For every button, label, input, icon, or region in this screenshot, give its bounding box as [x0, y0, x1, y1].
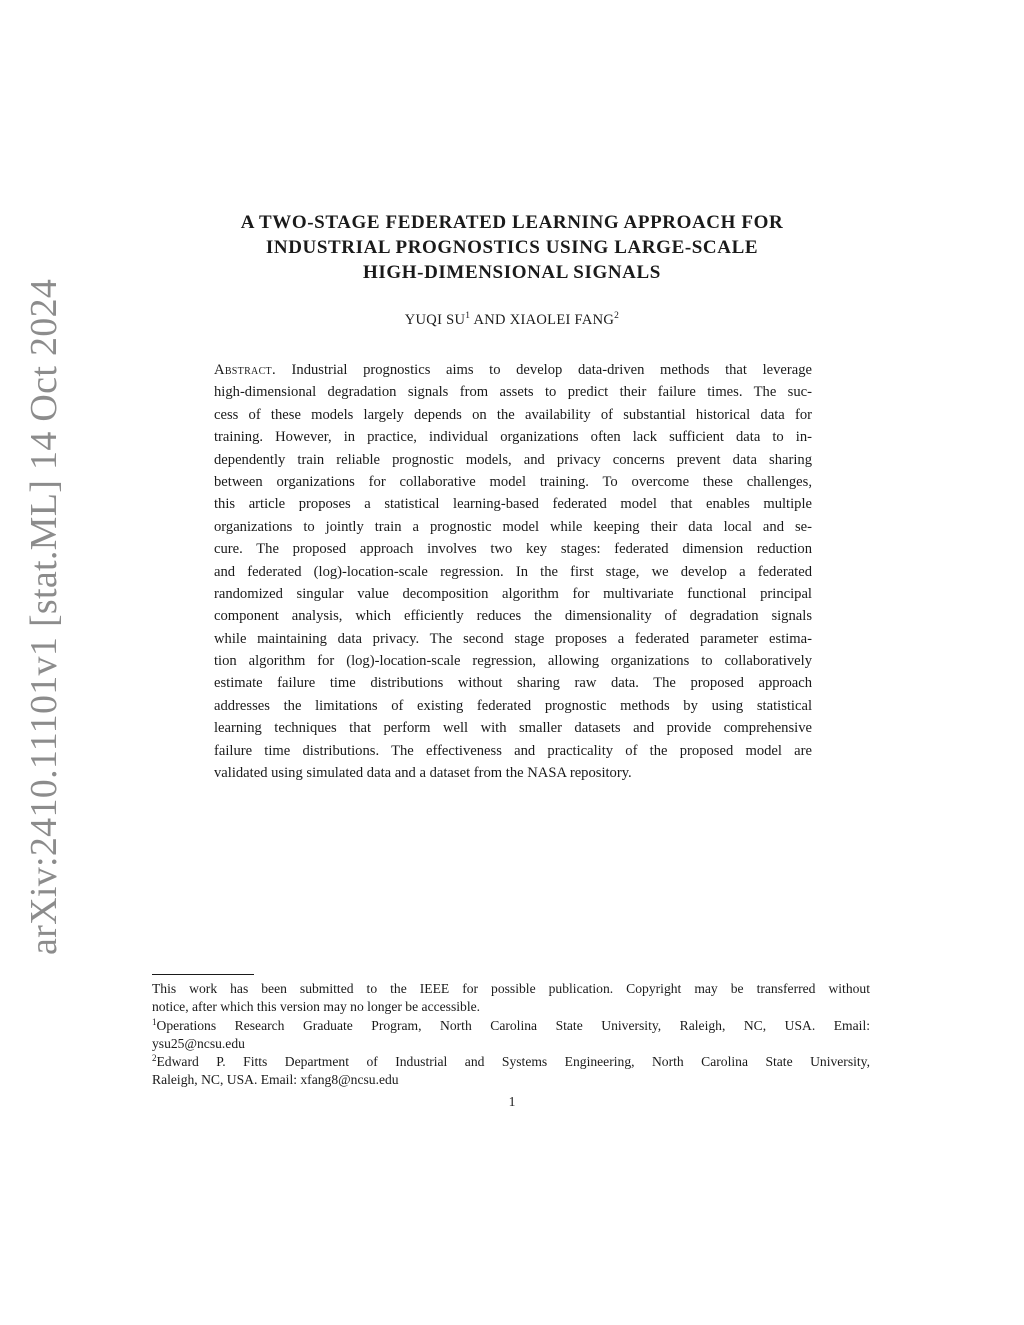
- affiliation-mark: 1: [465, 311, 471, 321]
- footnote-line: This work has been submitted to the IEEE for possible publication. Copyright may be transferred without: [152, 981, 870, 996]
- page-number: 1: [508, 1094, 516, 1109]
- title-line: HIGH-DIMENSIONAL SIGNALS: [363, 262, 661, 283]
- abstract-line: while maintaining data privacy. The second stage proposes a federated parameter estima-: [214, 630, 812, 647]
- abstract-line: cure. The proposed approach involves two key stages: federated dimension reduction: [214, 541, 812, 558]
- footnote-rule: [152, 974, 254, 975]
- abstract-line: this article proposes a statistical learning-based federated model that enables multiple: [214, 496, 812, 513]
- footnote-line: ysu25@ncsu.edu: [152, 1035, 245, 1051]
- abstract-line: cess of these models largely depends on the availability of substantial historical data for: [214, 406, 812, 423]
- abstract-line: failure time distributions. The effectiveness and practicality of the proposed model are: [214, 742, 812, 759]
- abstract-line: training. However, in practice, individual organizations often lack sufficient data to in-: [214, 429, 812, 446]
- affiliation-mark: 1: [152, 1016, 157, 1027]
- abstract-text: Industrial prognostics aims to develop data-driven methods that leverage: [291, 362, 812, 378]
- author-name: XIAOLEI FANG: [509, 312, 615, 328]
- abstract-line: dependently train reliable prognostic models, and privacy concerns prevent data sharing: [214, 451, 812, 468]
- abstract-line: high-dimensional degradation signals from assets to predict their failure times. The suc-: [214, 384, 812, 401]
- footnote-line: Raleigh, NC, USA. Email: xfang8@ncsu.edu: [152, 1072, 399, 1088]
- author-name: YUQI SU: [404, 312, 466, 328]
- affiliation-text: Operations Research Graduate Program, North Carolina State University, Raleigh, NC, USA. Email:: [156, 1017, 870, 1033]
- abstract-line: [214, 359, 812, 381]
- abstract-line: validated using simulated data and a dataset from the NASA repository.: [214, 765, 632, 782]
- abstract-label: Abstract.: [214, 362, 276, 378]
- paper-title: [150, 210, 874, 285]
- author-conjunction: AND: [473, 312, 506, 328]
- affiliation-mark: 2: [152, 1053, 157, 1064]
- abstract-line: randomized singular value decomposition algorithm for multivariate functional principal: [214, 585, 812, 602]
- title-line: A TWO-STAGE FEDERATED LEARNING APPROACH FOR: [240, 212, 784, 233]
- footnote-line: notice, after which this version may no longer be accessible.: [152, 999, 481, 1015]
- abstract: [214, 359, 812, 784]
- title-line: INDUSTRIAL PROGNOSTICS USING LARGE-SCALE: [265, 237, 759, 258]
- arxiv-identifier: arXiv:2410.11101v1 [stat.ML] 14 Oct 2024: [23, 278, 65, 955]
- abstract-line: estimate failure time distributions without sharing raw data. The proposed approach: [214, 675, 812, 692]
- abstract-line: component analysis, which efficiently reduces the dimensionality of degradation signals: [214, 608, 812, 625]
- abstract-line: tion algorithm for (log)-location-scale regression, allowing organizations to collaboratively: [214, 653, 812, 670]
- footnote-line: [152, 1017, 870, 1035]
- footnote-line: [152, 1053, 870, 1071]
- footnotes: [152, 980, 870, 1090]
- abstract-line: addresses the limitations of existing federated prognostic methods by using statistical: [214, 697, 812, 714]
- author-line: [150, 312, 874, 329]
- abstract-line: learning techniques that perform well with smaller datasets and provide comprehensive: [214, 720, 812, 737]
- affiliation-text: Edward P. Fitts Department of Industrial and Systems Engineering, North Carolina State University,: [156, 1054, 870, 1070]
- affiliation-mark: 2: [614, 311, 620, 321]
- abstract-line: between organizations for collaborative model training. To overcome these challenges,: [214, 473, 812, 490]
- abstract-line: and federated (log)-location-scale regression. In the first stage, we develop a federated: [214, 563, 812, 580]
- abstract-line: organizations to jointly train a prognostic model while keeping their data local and se-: [214, 518, 812, 535]
